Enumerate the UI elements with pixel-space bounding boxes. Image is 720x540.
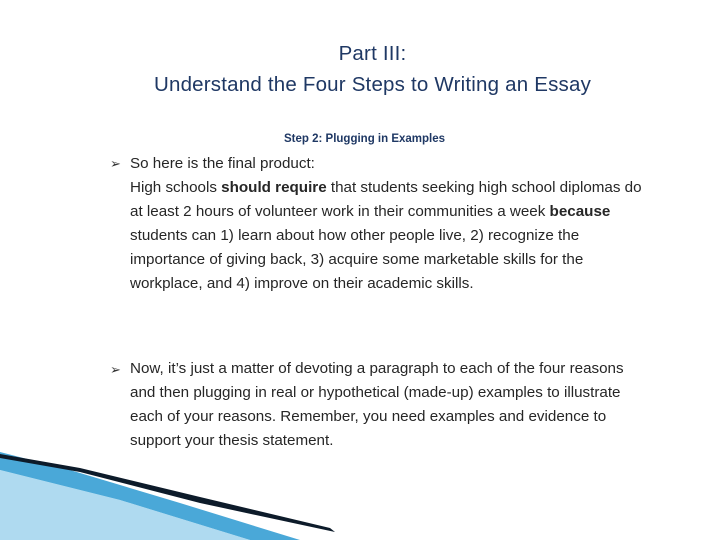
bullet-1-part-1: High schools (130, 179, 222, 196)
title-line-1: Part III: (338, 42, 407, 65)
bullet-1-part-2: that students seeking high school diplomas do at least 2 hours of volunteer work in their communities a week (130, 179, 642, 220)
slide-title (0, 38, 720, 100)
bullet-arrow-icon: ➢ (110, 362, 121, 377)
bullet-2-body: Now, it’s just a matter of devoting a paragraph to each of the four reasons and then plugging in real or hypothetical (made-up) examples to illustrate each of your reasons. Remember, you need examples and evidence to support your thesis statement. (130, 360, 624, 449)
title-line-2: Understand the Four Steps to Writing an Essay (153, 73, 592, 96)
bullet-1-bold-2: because (549, 203, 611, 220)
bullet-1-part-3: students can 1) learn about how other people live, 2) recognize the importance of giving back, 3) acquire some marketable skills for the workplace, and 4) improve on their academic skills. (130, 227, 584, 292)
slide-subtitle: Step 2: Plugging in Examples (284, 133, 446, 145)
bullet-1-bold-1: should require (221, 179, 327, 196)
bullet-2-text (130, 357, 650, 453)
bullet-1-intro: So here is the final product: (130, 155, 315, 172)
bullet-arrow-icon: ➢ (110, 156, 121, 171)
bullet-1-text (130, 152, 650, 296)
